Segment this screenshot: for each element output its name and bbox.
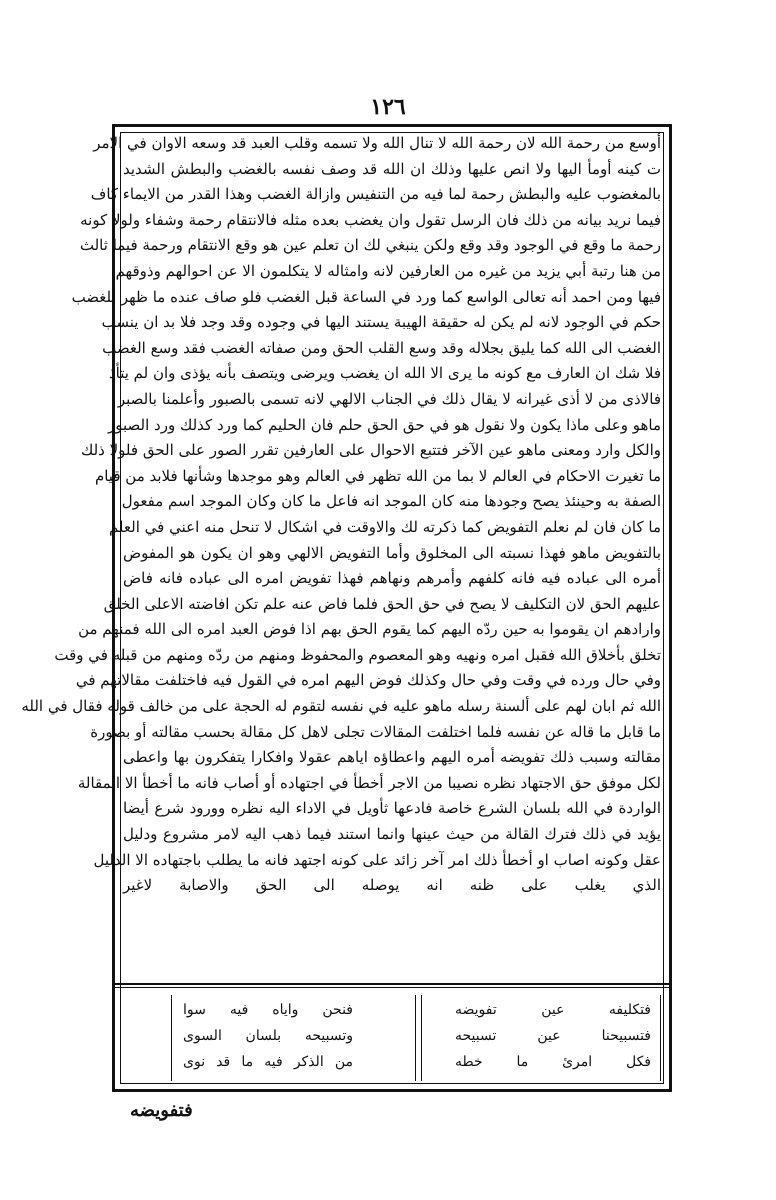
section-divider xyxy=(115,983,669,985)
text-line: ماهو وعلى ماذا يكون ولا نقول هو في حق الحق حلم فان الحليم كما ورد كذلك ورد الصبور xyxy=(108,415,661,434)
text-line: حكم في الوجود لانه لم يكن له حقيقة الهيبة يستند اليها في وجوده وقد وجد فلا بد ان ينسب xyxy=(101,313,661,332)
text-line: ت كينه أومأ اليها ولا انص عليها وذلك ان الله قد وصف نفسه بالغضب والبطش الشديد xyxy=(123,159,661,178)
text-line: بالمغضوب عليه والبطش رحمة لما فيه من التنفيس وازالة الغضب وهذا القدر من الايماء كاف xyxy=(90,185,661,204)
poem-column-rule xyxy=(415,995,416,1081)
text-line: بالتفويض ماهو فهذا نسبته الى المخلوق وأما التفويض الالهي وهو ان يكون هو المفوض xyxy=(123,543,661,562)
text-line: عليهم الحق لان التكليف لا يصح في حق الحق فلما فاض عنه علم تكن افاضته الاعلى الخلق xyxy=(103,594,661,613)
text-line: الواردة في الله بلسان الشرع خاصة فادعها ثأويل في الاداء اليه نظره وورود شرع أيضا xyxy=(123,799,661,818)
text-line: عقل وكونه اصاب او أخطأ ذلك امر آخر زائد على كونه اجتهد فانه ما يطلب باجتهاده الا الدليل xyxy=(93,850,661,869)
text-line: وفي حال ورده في وقت وفي حال وكذلك فوض اليهم امره في القول فيه فاختلفت مقالاتهم في xyxy=(75,671,661,690)
poem-column-rule xyxy=(171,995,172,1081)
text-line: فالاذى من لا أذى غيرانه لا يقال ذلك في الجناب الالهي لانه تسمى بالصبور وأعلمنا بالصبر xyxy=(117,389,661,408)
text-line: يؤيد في ذلك فترك القالة من حيث عينها وانما استند فيما ذهب اليه لامر مشروع ودليل xyxy=(123,825,661,844)
text-line: فيما نريد بيانه من ذلك فان الرسل تقول وان يغضب بعده مثله فالانتقام رحمة وشفاء ولولا كونه xyxy=(80,210,661,229)
poem-left-column xyxy=(183,997,353,1077)
poem-verse: فكل امرئ ما خطه xyxy=(455,1054,651,1070)
text-frame xyxy=(21,124,672,1092)
catchword: فتفويضه xyxy=(130,1100,193,1121)
text-line: ما تغيرت الاحكام في العالم لا بما من الله تظهر في العالم وهو موجدها وشأنها فلابد من قيام xyxy=(94,466,661,485)
text-line xyxy=(119,950,665,976)
page-number: ١٢٦ xyxy=(370,94,406,120)
poem-verse: فتكليفه عين تفويضه xyxy=(455,1002,651,1018)
text-line: الغضب الى الله كما يليق بجلاله وقد وسع القلب الحق ومن صفاته الغضب فقد وسع الغضب xyxy=(102,338,661,357)
body-text xyxy=(21,131,665,977)
poem-column-rule xyxy=(660,995,661,1081)
poem-right-column xyxy=(455,997,651,1077)
text-line: فيها ومن احمد أنه تعالى الواسع كما ورد في الساعة قبل الغضب فلو صاف عنده ما ظهر للغضب xyxy=(71,287,661,306)
text-line: تخلق بأخلاق الله فقبل امره ونهيه وهو المعصوم والمحفوظ ومنهم من ردّه ومنهم من قبله في وقت xyxy=(54,645,661,664)
section-divider-thin xyxy=(115,987,669,988)
text-line: ما كان فان لم نعلم التفويض كما ذكرته لك والاوقت في اشكال لا تنحل منه اعني في العلم xyxy=(108,517,661,536)
text-line: مقالته وسبب ذلك تفويضه أمره اليهم واعطاؤه اياهم عقولا وافكارا يتفكرون بها واعطى xyxy=(123,748,661,767)
text-line: الله ثم ابان لهم على ألسنة رسله ماهو عليه في نفسه لتقوم له الحجة على من خالف قوله فقال في الله xyxy=(21,697,661,716)
text-line xyxy=(119,899,665,925)
text-line: لكل موفق حق الاجتهاد نظره نصيبا من الاجر أخطأ في اجتهاده أو أصاب فانه ما أخطأ الا المقالة xyxy=(77,773,661,792)
poem-verse: فتسبيحنا عين تسبيحه xyxy=(455,1028,651,1044)
text-line: أوسع من رحمة الله لان رحمة الله لا تنال الله ولا تسمه وقلب العبد قد وسعه الاوان في الامر xyxy=(93,134,661,152)
poem-verse: وتسبيحه بلسان السوى xyxy=(183,1028,353,1044)
poem-verse: من الذكر فيه ما قد نوى xyxy=(183,1054,353,1070)
text-line xyxy=(119,924,665,950)
poem-verse: فنحن واياه فيه سوا xyxy=(183,1002,353,1018)
poem-column-rule xyxy=(421,995,422,1081)
text-line: الذي يغلب على ظنه انه يوصله الى الحق والاصابة لاغير xyxy=(123,876,661,895)
text-line: الصفة به وحينئذ يصح وجودها منه كان الموجد انه فاعل ما كان وكان الموجد اسم مفعول xyxy=(121,492,661,511)
text-line: أمره الى عباده فيه فانه كلفهم وأمرهم ونهاهم فهذا تفويض امره الى عباده فانه فاض xyxy=(123,569,661,588)
text-line: فلا شك ان العارف مع كونه ما يرى الا الله ان يغضب ويرضى ويتصف بأنه يؤذى وان لم يتأذ xyxy=(108,364,661,383)
text-line: رحمة ما وقع في الوجود وقد وقع ولكن ينبغي لك ان تعلم عين هو وقع الانتقام ورحمة فيما ثالث xyxy=(79,236,661,255)
text-line: وارادهم ان يقوموا به حين ردّه اليهم كما يقوم الحق بهم اذا فوض العبد امره الى الله فمنهم من xyxy=(78,620,661,639)
text-line: والكل وارد ومعنى ماهو عين الآخر فتتبع الاحوال على العارفين تقرر الصور على الحق فلولا ذلك xyxy=(80,441,661,460)
text-line: من هنا رتبة أبي يزيد من غيره من العارفين لانه وامثاله لا يتكلمون الا عن احوالهم وذوقهم xyxy=(115,261,661,280)
text-line: ما قابل ما قاله عن نفسه فلما اختلفت المقالات تجلى لاهل كل مقالة بحسب مقالته أو بصورة xyxy=(90,722,661,741)
